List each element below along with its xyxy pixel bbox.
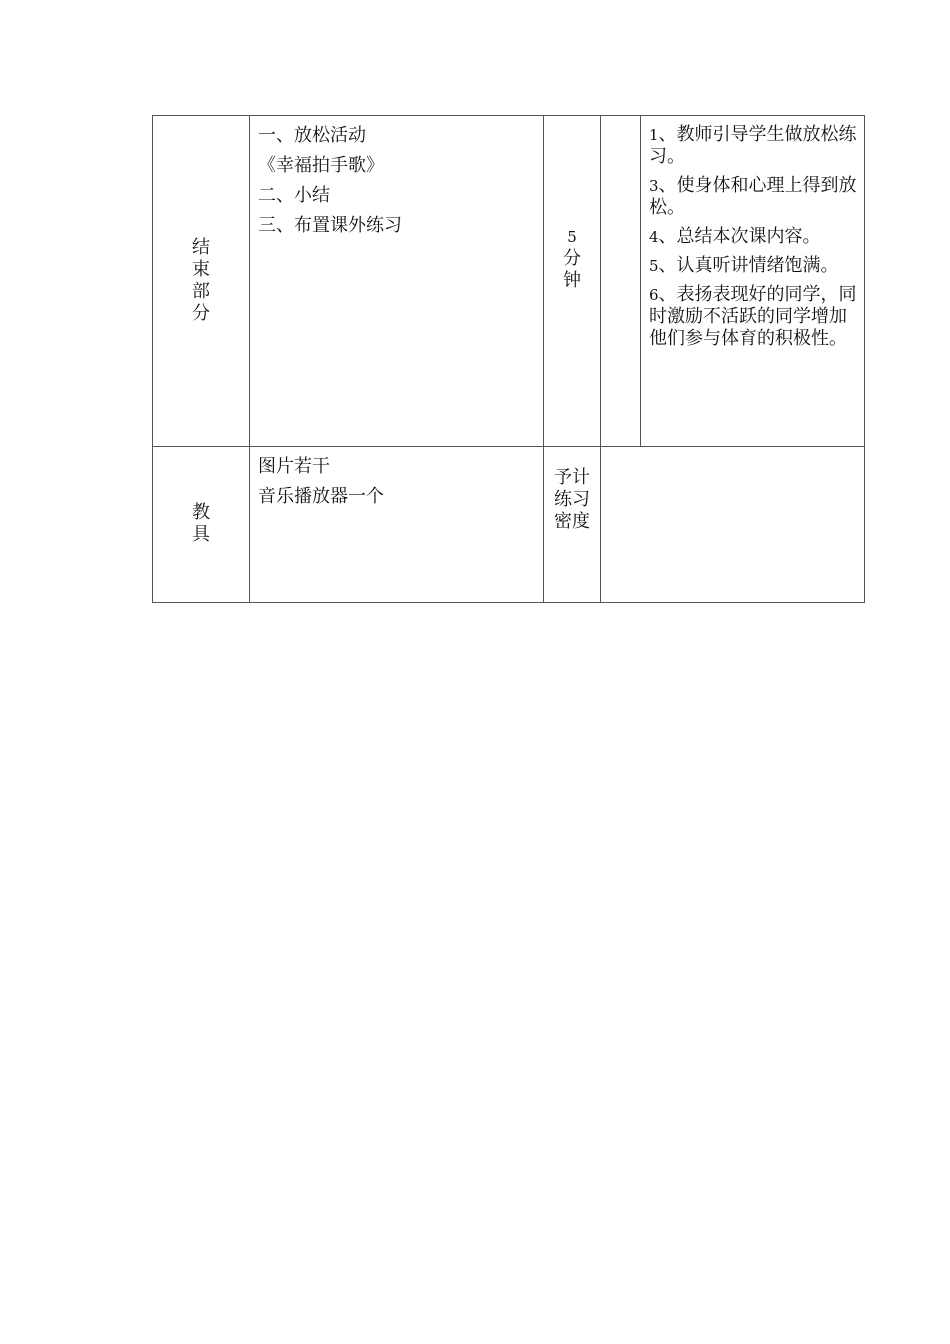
lesson-plan-table [152, 115, 865, 603]
closing-section-row [153, 116, 865, 447]
method-number: 1 [649, 126, 659, 144]
equipment-items-cell [250, 447, 544, 603]
density-label: 予计练习密度 [554, 467, 590, 532]
equipment-item: 图片若干 [258, 456, 330, 477]
method-number: 3 [649, 177, 659, 195]
method-item [649, 226, 858, 248]
closing-methods-cell [641, 116, 865, 447]
method-number: 4 [649, 228, 659, 246]
density-label-cell [544, 447, 601, 603]
closing-blank-cell [601, 116, 641, 447]
method-text: 、总结本次课内容。 [658, 226, 821, 247]
method-text: 、认真听讲情绪饱满。 [658, 255, 839, 276]
method-number: 5 [649, 257, 659, 275]
method-item [649, 255, 858, 277]
method-text: 、使身体和心理上得到放松。 [649, 175, 857, 218]
closing-content-line: 三、布置课外练习 [258, 215, 402, 236]
closing-section-label: 结束部分 [192, 236, 210, 324]
equipment-label-cell [153, 447, 250, 603]
closing-time-unit: 分钟 [563, 248, 581, 291]
method-item [649, 124, 858, 168]
closing-time-number: 5 [567, 228, 577, 246]
closing-time-cell [544, 116, 601, 447]
equipment-item: 音乐播放器一个 [258, 486, 384, 507]
closing-content-cell [250, 116, 544, 447]
closing-content-line: 二、小结 [258, 185, 330, 206]
method-item [649, 284, 858, 350]
method-text: 、教师引导学生做放松练习。 [649, 124, 857, 167]
equipment-label: 教具 [192, 502, 210, 545]
method-number: 6 [649, 286, 659, 304]
equipment-row [153, 447, 865, 603]
method-item [649, 175, 858, 219]
closing-section-label-cell [153, 116, 250, 447]
closing-content-line: 《幸福拍手歌》 [258, 155, 384, 176]
closing-content-line: 一、放松活动 [258, 125, 366, 146]
density-value-cell [601, 447, 865, 603]
closing-time [561, 226, 583, 292]
method-text: 、表扬表现好的同学，同时激励不活跃的同学增加他们参与体育的积极性。 [649, 284, 857, 349]
